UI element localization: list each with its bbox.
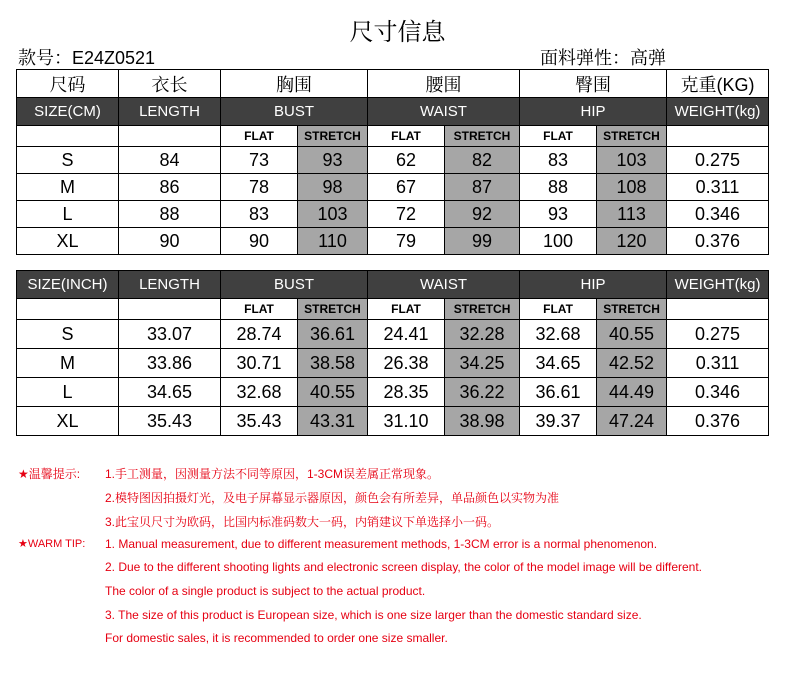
flat-label: FLAT (221, 126, 298, 147)
header-cell: BUST (221, 271, 368, 299)
value-cell: 88 (520, 174, 597, 201)
value-cell: 42.52 (597, 349, 667, 378)
value-cell: 62 (368, 147, 445, 174)
value-cell: 86 (119, 174, 221, 201)
size-cell: XL (17, 228, 119, 255)
value-cell: 0.275 (667, 320, 769, 349)
header-cell: WAIST (368, 98, 520, 126)
en-tip-line: For domestic sales, it is recommended to order one size smaller. (105, 631, 448, 645)
fabric-elasticity: 面料弹性：高弹 (540, 48, 666, 68)
value-cell: 90 (221, 228, 298, 255)
value-cell: 92 (445, 201, 520, 228)
stretch-label: STRETCH (597, 126, 667, 147)
cn-tip-line: 2.模特图因拍摄灯光，及电子屏幕显示器原因，颜色会有所差异，单品颜色以实物为准 (105, 491, 560, 505)
flat-label: FLAT (368, 299, 445, 320)
size-cell: S (17, 147, 119, 174)
value-cell: 32.68 (520, 320, 597, 349)
header-cell: 尺码 (17, 70, 119, 98)
flat-label: FLAT (520, 299, 597, 320)
table-row (17, 147, 769, 174)
value-cell: 99 (445, 228, 520, 255)
table-row (17, 320, 769, 349)
header-cell: HIP (520, 98, 667, 126)
value-cell: 108 (597, 174, 667, 201)
cn-header-row (17, 70, 769, 98)
table-row (17, 407, 769, 436)
value-cell: 87 (445, 174, 520, 201)
size-cell: XL (17, 407, 119, 436)
header-cell: BUST (221, 98, 368, 126)
value-cell: 43.31 (298, 407, 368, 436)
en-header-row (17, 271, 769, 299)
value-cell: 26.38 (368, 349, 445, 378)
en-tip-line: 1. Manual measurement, due to different measurement methods, 1-3CM error is a normal phenomenon. (105, 537, 658, 551)
value-cell: 34.25 (445, 349, 520, 378)
value-cell: 40.55 (298, 378, 368, 407)
value-cell: 36.61 (520, 378, 597, 407)
size-cell: M (17, 174, 119, 201)
value-cell: 83 (520, 147, 597, 174)
table-row (17, 228, 769, 255)
value-cell: 83 (221, 201, 298, 228)
header-cell: SIZE(INCH) (17, 271, 119, 299)
value-cell: 110 (298, 228, 368, 255)
value-cell: 79 (368, 228, 445, 255)
value-cell: 32.28 (445, 320, 520, 349)
value-cell: 0.311 (667, 174, 769, 201)
cn-tip-line: 3.此宝贝尺寸为欧码，比国内标准码数大一码，内销建议下单选择小一码。 (105, 515, 500, 529)
value-cell: 0.346 (667, 378, 769, 407)
value-cell: 82 (445, 147, 520, 174)
en-tip-line: 3. The size of this product is European size, which is one size larger than the domestic standard size. (105, 608, 642, 622)
header-cell: WAIST (368, 271, 520, 299)
value-cell: 67 (368, 174, 445, 201)
value-cell: 28.74 (221, 320, 298, 349)
table-row (17, 174, 769, 201)
value-cell: 35.43 (221, 407, 298, 436)
value-cell: 38.98 (445, 407, 520, 436)
value-cell: 31.10 (368, 407, 445, 436)
value-cell: 0.311 (667, 349, 769, 378)
flat-label: FLAT (368, 126, 445, 147)
size-cell: L (17, 201, 119, 228)
value-cell: 103 (298, 201, 368, 228)
value-cell: 73 (221, 147, 298, 174)
stretch-label: STRETCH (597, 299, 667, 320)
value-cell: 0.376 (667, 228, 769, 255)
value-cell: 36.22 (445, 378, 520, 407)
stretch-label: STRETCH (445, 126, 520, 147)
header-cell: 胸围 (221, 70, 368, 98)
header-cell: 衣长 (119, 70, 221, 98)
value-cell: 32.68 (221, 378, 298, 407)
value-cell: 93 (298, 147, 368, 174)
value-cell: 34.65 (119, 378, 221, 407)
header-cell: 臀围 (520, 70, 667, 98)
value-cell: 34.65 (520, 349, 597, 378)
header-cell: HIP (520, 271, 667, 299)
value-cell: 38.58 (298, 349, 368, 378)
sub-header-row (17, 126, 769, 147)
value-cell: 33.86 (119, 349, 221, 378)
header-cell: WEIGHT(kg) (667, 98, 769, 126)
value-cell: 28.35 (368, 378, 445, 407)
value-cell: 44.49 (597, 378, 667, 407)
value-cell: 88 (119, 201, 221, 228)
style-number: 款号：E24Z0521 (18, 48, 156, 68)
page-title: 尺寸信息 (349, 19, 446, 46)
stretch-label: STRETCH (298, 126, 368, 147)
header-cell: 克重(KG) (667, 70, 769, 98)
stretch-label: STRETCH (445, 299, 520, 320)
value-cell: 24.41 (368, 320, 445, 349)
flat-label: FLAT (221, 299, 298, 320)
value-cell: 39.37 (520, 407, 597, 436)
size-table-inch (16, 270, 769, 436)
header-cell: LENGTH (119, 271, 221, 299)
value-cell: 84 (119, 147, 221, 174)
value-cell: 78 (221, 174, 298, 201)
size-cell: M (17, 349, 119, 378)
value-cell: 30.71 (221, 349, 298, 378)
value-cell: 36.61 (298, 320, 368, 349)
size-cell: S (17, 320, 119, 349)
value-cell: 120 (597, 228, 667, 255)
en-tip-line: The color of a single product is subject to the actual product. (105, 584, 426, 598)
value-cell: 113 (597, 201, 667, 228)
value-cell: 35.43 (119, 407, 221, 436)
value-cell: 40.55 (597, 320, 667, 349)
cn-tip-label: ★温馨提示: (18, 467, 81, 481)
value-cell: 47.24 (597, 407, 667, 436)
en-tip-label: ★WARM TIP: (18, 538, 86, 550)
value-cell: 90 (119, 228, 221, 255)
table-row (17, 201, 769, 228)
table-row (17, 349, 769, 378)
header-cell: SIZE(CM) (17, 98, 119, 126)
value-cell: 33.07 (119, 320, 221, 349)
table-row (17, 378, 769, 407)
flat-label: FLAT (520, 126, 597, 147)
cn-tip-line: 1.手工测量，因测量方法不同等原因，1-3CM误差属正常现象。 (105, 467, 440, 481)
header-cell: LENGTH (119, 98, 221, 126)
size-table-cm (16, 69, 769, 255)
value-cell: 0.275 (667, 147, 769, 174)
stretch-label: STRETCH (298, 299, 368, 320)
value-cell: 93 (520, 201, 597, 228)
value-cell: 98 (298, 174, 368, 201)
value-cell: 100 (520, 228, 597, 255)
sub-header-row (17, 299, 769, 320)
en-tip-line: 2. Due to the different shooting lights and electronic screen display, the color of the model image will be different. (105, 560, 703, 574)
header-cell: 腰围 (368, 70, 520, 98)
value-cell: 0.346 (667, 201, 769, 228)
en-header-row (17, 98, 769, 126)
value-cell: 72 (368, 201, 445, 228)
value-cell: 103 (597, 147, 667, 174)
header-cell: WEIGHT(kg) (667, 271, 769, 299)
value-cell: 0.376 (667, 407, 769, 436)
size-cell: L (17, 378, 119, 407)
